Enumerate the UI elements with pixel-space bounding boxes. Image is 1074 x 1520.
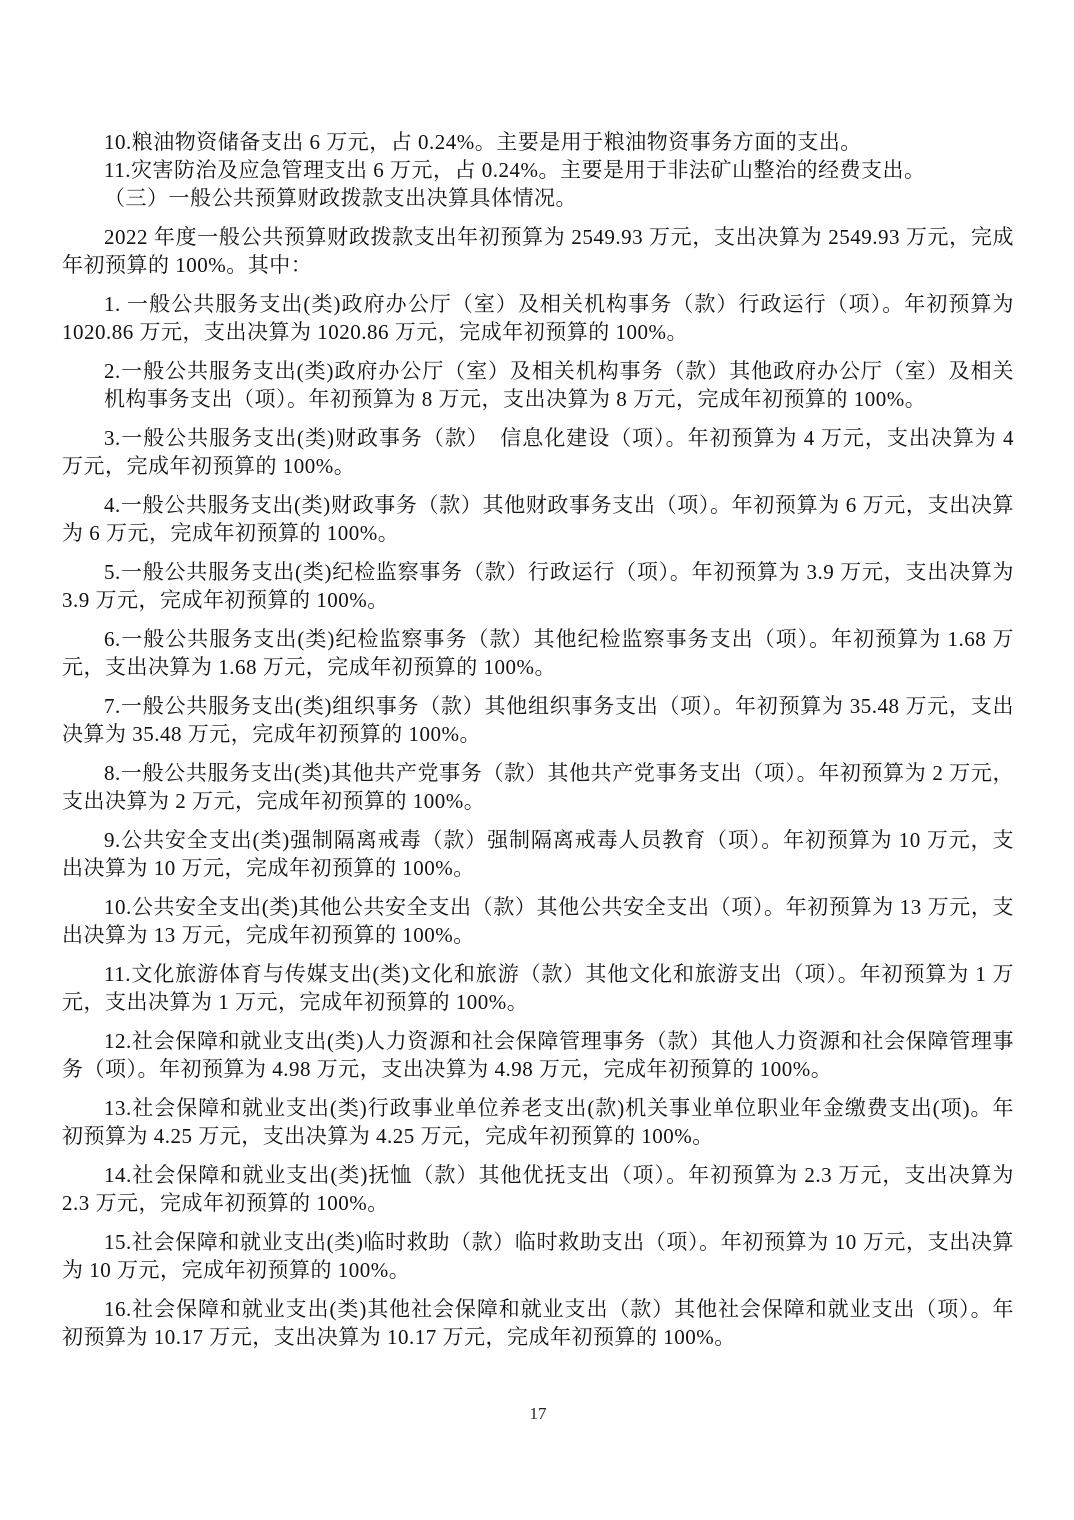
budget-item-2: 2.一般公共服务支出(类)政府办公厅（室）及相关机构事务（款）其他政府办公厅（室）及相关机构事务支出（项）。年初预算为 8 万元，支出决算为 8 万元，完成年初预算的 100%。 — [104, 359, 1014, 411]
budget-item-3: 3.一般公共服务支出(类)财政事务（款） 信息化建设（项）。年初预算为 4 万元，支出决算为 4 万元，完成年初预算的 100%。 — [62, 426, 1014, 478]
carryover-item-10: 10.粮油物资储备支出 6 万元，占 0.24%。主要是用于粮油物资事务方面的支出。 — [104, 130, 862, 154]
budget-item-5: 5.一般公共服务支出(类)纪检监察事务（款）行政运行（项）。年初预算为 3.9 万元，支出决算为 3.9 万元，完成年初预算的 100%。 — [62, 560, 1014, 612]
budget-item-16: 16.社会保障和就业支出(类)其他社会保障和就业支出（款）其他社会保障和就业支出（项）。年初预算为 10.17 万元，支出决算为 10.17 万元，完成年初预算的 100%。 — [62, 1297, 1014, 1349]
budget-item-12: 12.社会保障和就业支出(类)人力资源和社会保障管理事务（款）其他人力资源和社会保障管理事务（项）。年初预算为 4.98 万元，支出决算为 4.98 万元，完成年初预算的 100%。 — [62, 1029, 1014, 1081]
budget-item-9: 9.公共安全支出(类)强制隔离戒毒（款）强制隔离戒毒人员教育（项）。年初预算为 10 万元，支出决算为 10 万元，完成年初预算的 100%。 — [62, 828, 1014, 880]
budget-item-6: 6.一般公共服务支出(类)纪检监察事务（款）其他纪检监察事务支出（项）。年初预算为 1.68 万元，支出决算为 1.68 万元，完成年初预算的 100%。 — [62, 627, 1014, 679]
carryover-item-11: 11.灾害防治及应急管理支出 6 万元，占 0.24%。主要是用于非法矿山整治的经费支出。 — [104, 158, 926, 182]
budget-item-13: 13.社会保障和就业支出(类)行政事业单位养老支出(款)机关事业单位职业年金缴费支出(项)。年初预算为 4.25 万元，支出决算为 4.25 万元，完成年初预算的 100%。 — [62, 1096, 1014, 1148]
budget-item-10: 10.公共安全支出(类)其他公共安全支出（款）其他公共安全支出（项）。年初预算为 13 万元，支出决算为 13 万元，完成年初预算的 100%。 — [62, 895, 1014, 947]
page-number: 17 — [529, 1404, 547, 1423]
budget-item-14: 14.社会保障和就业支出(类)抚恤（款）其他优抚支出（项）。年初预算为 2.3 万元，支出决算为 2.3 万元，完成年初预算的 100%。 — [62, 1163, 1014, 1215]
section-heading: （三）一般公共预算财政拨款支出决算具体情况。 — [104, 186, 577, 210]
budget-item-11: 11.文化旅游体育与传媒支出(类)文化和旅游（款）其他文化和旅游支出（项）。年初预算为 1 万元，支出决算为 1 万元，完成年初预算的 100%。 — [62, 962, 1014, 1014]
budget-item-7: 7.一般公共服务支出(类)组织事务（款）其他组织事务支出（项）。年初预算为 35.48 万元，支出决算为 35.48 万元，完成年初预算的 100%。 — [62, 694, 1014, 746]
page-body-text — [62, 128, 1014, 1351]
budget-item-15: 15.社会保障和就业支出(类)临时救助（款）临时救助支出（项）。年初预算为 10 万元，支出决算为 10 万元，完成年初预算的 100%。 — [62, 1230, 1014, 1282]
budget-item-8: 8.一般公共服务支出(类)其他共产党事务（款）其他共产党事务支出（项）。年初预算为 2 万元，支出决算为 2 万元，完成年初预算的 100%。 — [62, 761, 1014, 813]
budget-item-4: 4.一般公共服务支出(类)财政事务（款）其他财政事务支出（项）。年初预算为 6 万元，支出决算为 6 万元，完成年初预算的 100%。 — [62, 493, 1014, 545]
budget-item-1: 1. 一般公共服务支出(类)政府办公厅（室）及相关机构事务（款）行政运行（项）。年初预算为 1020.86 万元，支出决算为 1020.86 万元，完成年初预算的 100%。 — [62, 292, 1014, 344]
page-footer — [62, 1404, 1014, 1424]
summary-paragraph: 2022 年度一般公共预算财政拨款支出年初预算为 2549.93 万元，支出决算为 2549.93 万元，完成年初预算的 100%。其中： — [62, 225, 1014, 277]
